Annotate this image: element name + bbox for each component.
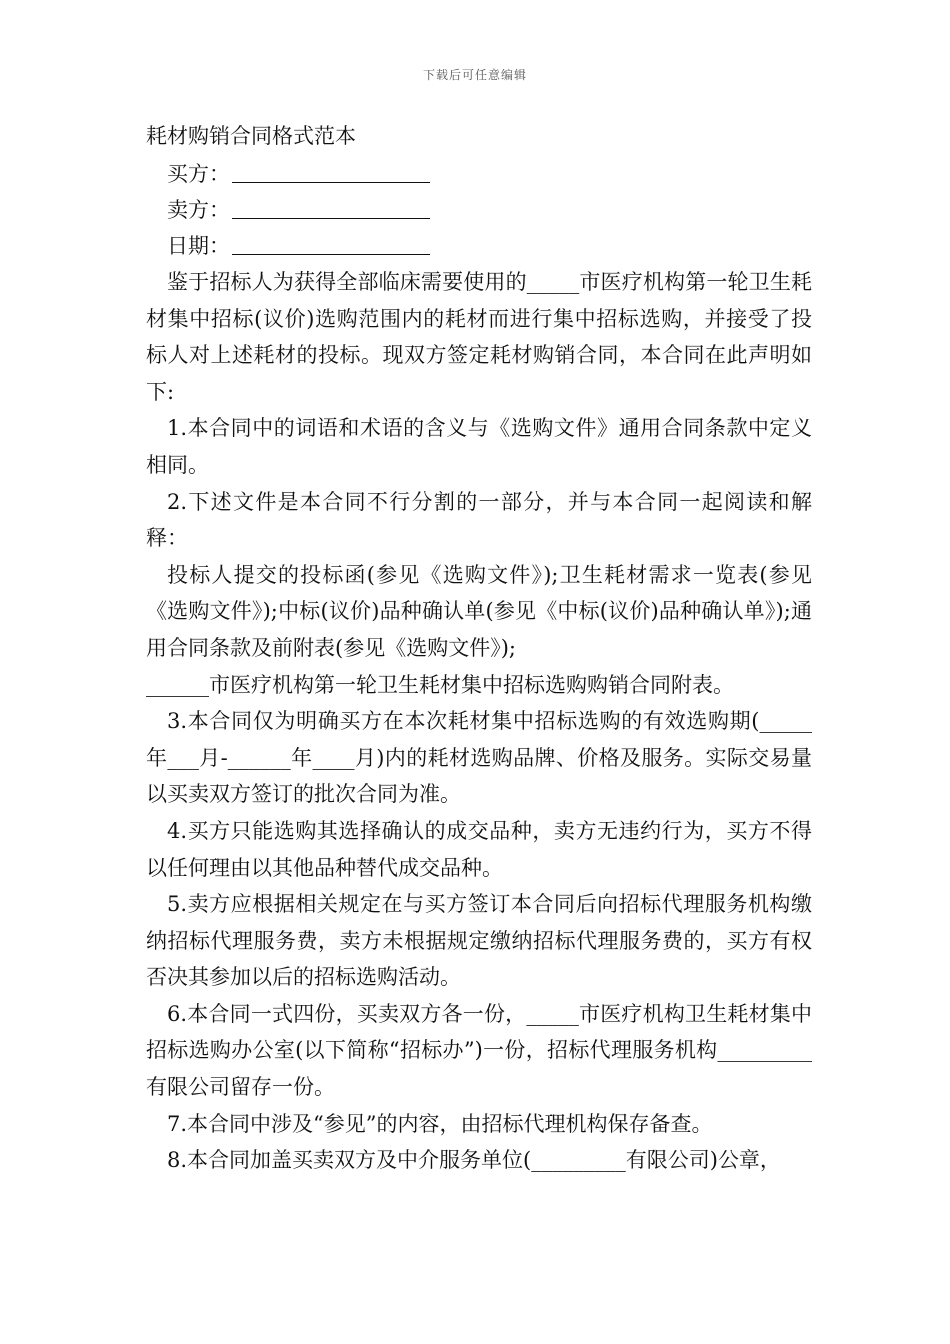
buyer-field (146, 156, 812, 192)
seller-blank-line[interactable] (232, 192, 430, 219)
date-blank-line[interactable] (232, 228, 430, 255)
clause-8: 8.本合同加盖买卖双方及中介服务单位(_________有限公司)公章， (167, 1148, 781, 1173)
clause-7: 7.本合同中涉及“参见”的内容，由招标代理机构保存备查。 (167, 1111, 713, 1136)
page-header-note: 下载后可任意编辑 (422, 68, 527, 82)
clause-4: 4.买方只能选购其选择确认的成交品种，卖方无违约行为，买方不得以任何理由以其他品种替代成交品种。 (146, 818, 812, 880)
clause-3: 3.本合同仅为明确买方在本次耗材集中招标选购的有效选购期(_____年___月-______年____月)内的耗材选购品牌、价格及服务。实际交易量以买卖双方签订的批次合同为准。 (146, 709, 812, 807)
clause-2-appendix: ______市医疗机构第一轮卫生耗材集中招标选购购销合同附表。 (146, 672, 734, 697)
buyer-blank-line[interactable] (232, 156, 430, 183)
clause-5: 5.卖方应根据相关规定在与买方签订本合同后向招标代理服务机构缴纳招标代理服务费，卖方未根据规定缴纳招标代理服务费的，买方有权否决其参加以后的招标选购活动。 (146, 892, 812, 990)
clause-1: 1.本合同中的词语和术语的含义与《选购文件》通用合同条款中定义相同。 (146, 416, 812, 477)
clause-6: 6.本合同一式四份，买卖双方各一份，_____市医疗机构卫生耗材集中招标选购办公室(以下简称“招标办”)一份，招标代理服务机构_________有限公司留存一份。 (146, 1001, 812, 1100)
document-title: 耗材购销合同格式范本 (146, 124, 356, 148)
document-body (146, 118, 812, 1179)
date-label: 日期： (167, 234, 230, 258)
clause-2: 2.下述文件是本合同不行分割的一部分，并与本合同一起阅读和解释： (146, 489, 812, 551)
date-field (146, 228, 812, 264)
preamble-paragraph: 鉴于招标人为获得全部临床需要使用的_____市医疗机构第一轮卫生耗材集中招标(议价)选购范围内的耗材而进行集中招标选购，并接受了投标人对上述耗材的投标。现双方签定耗材购销合同，本合同在此声明如下: (146, 270, 812, 404)
buyer-label: 买方： (167, 162, 230, 186)
seller-label: 卖方： (167, 198, 230, 222)
clause-2-documents: 投标人提交的投标函(参见《选购文件》);卫生耗材需求一览表(参见《选购文件》);中标(议价)品种确认单(参见《中标(议价)品种确认单》);通用合同条款及前附表(参见《选购文件》); (146, 562, 812, 660)
seller-field (146, 192, 812, 228)
